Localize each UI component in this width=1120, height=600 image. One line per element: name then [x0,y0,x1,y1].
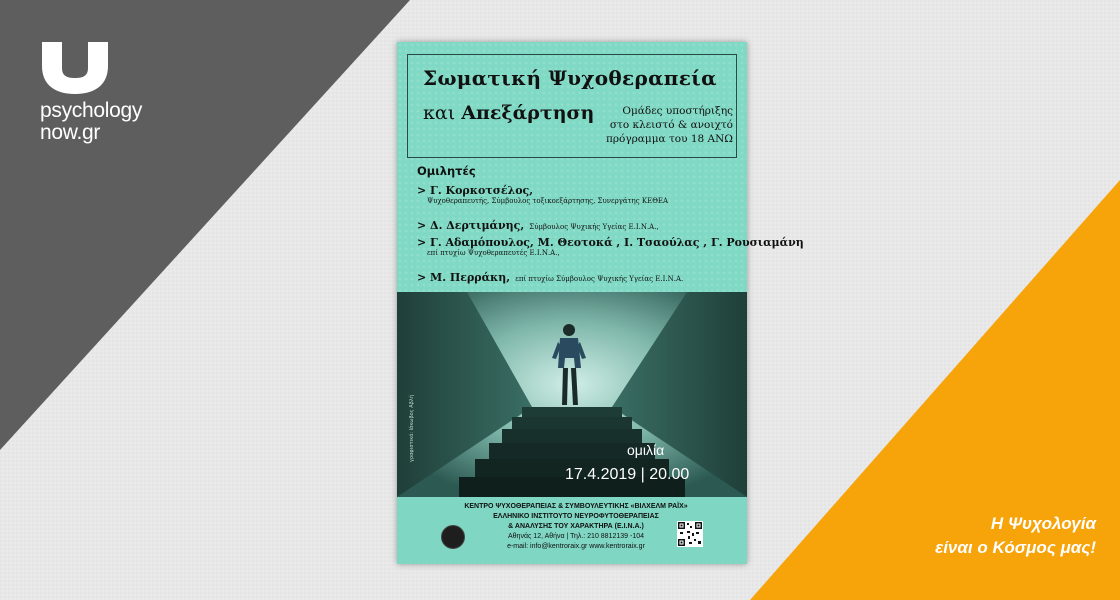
speaker-item [417,236,804,257]
speaker-name: > Μ. Περράκη, [417,271,511,284]
tagline-line2: είναι ο Κόσμος μας! [935,538,1096,557]
footer-line: ΕΛΛΗΝΙΚΟ ΙΝΣΤΙΤΟΥΤΟ ΝΕΥΡΟΦΥΤΟΘΕΡΑΠΕΙΑΣ [493,513,659,520]
speaker-name: > Γ. Αδαμόπουλος, Μ. Θεοτοκά , Ι. Τσαούλας , Γ. Ρουσιαμάνη [417,236,804,249]
footer-line: ΚΕΝΤΡΟ ΨΥΧΟΘΕΡΑΠΕΙΑΣ & ΣΥΜΒΟΥΛΕΥΤΙΚΗΣ «ΒΙΛΧΕΛΜ ΡΑΪΧ» [464,503,688,510]
speaker-role: επί πτυχίω Ψυχοθεραπευτές Ε.Ι.Ν.Α., [427,249,560,257]
speaker-role: Σύμβουλος Ψυχικής Υγείας Ε.Ι.Ν.Α., [529,223,659,231]
stair-step [512,417,632,429]
title-prefix: και [423,102,456,124]
support-groups-text [583,104,733,146]
tagline-line1: Η Ψυχολογία [990,514,1096,533]
stair-step [502,429,642,443]
support-line: Ομάδες υποστήριξης [622,105,733,117]
support-line: στο κλειστό & ανοιχτό [609,119,733,131]
event-datetime: 17.4.2019 | 20.00 [565,466,690,483]
qr-code-icon [677,521,703,547]
speaker-item [417,214,659,233]
footer-text [441,502,711,552]
speakers-heading: Ομιλητές [417,164,476,178]
vertical-credit: γραφιστικό: Ιάκωβος Αβλή [409,395,415,462]
speaker-name: > Δ. Δερτιμάνης, [417,219,525,232]
stair-step [522,407,622,417]
tagline [935,512,1096,560]
talk-label: ομιλία [627,442,665,458]
poster-title-line1: Σωματική Ψυχοθεραπεία [423,66,717,90]
support-line: πρόγραμμα του 18 ΑΝΩ [605,133,733,145]
logo-mark-icon [40,40,110,96]
speaker-name: > Γ. Κορκοτσέλος, [417,184,534,197]
speaker-item [417,266,683,285]
poster-title-line2 [423,102,594,124]
poster-footer [397,497,747,564]
logo-text-line1: psychology [40,99,143,122]
psychologynow-logo[interactable] [40,40,150,144]
speaker-item [417,184,668,205]
footer-line: & ΑΝΑΛΥΣΗΣ ΤΟΥ ΧΑΡΑΚΤΗΡΑ (Ε.Ι.Ν.Α.) [508,523,644,530]
footer-line: e-mail: info@kentroraix.gr www.kentroraix.gr [507,543,645,550]
event-poster [397,42,804,564]
speaker-role: επί πτυχίω Σύμβουλος Ψυχικής Υγείας Ε.Ι.Ν.Α. [515,275,684,283]
footer-line: Αθηνάς 12, Αθήνα | Τηλ.: 210 8812139 -104 [507,533,644,540]
logo-text-line2: now.gr [40,121,101,144]
title-main: Απεξάρτηση [461,102,595,124]
speaker-role: Ψυχοθεραπευτής, Σύμβουλος τοξικοεξάρτησης, Συνεργάτης ΚΕΘΕΑ [427,197,669,205]
logo-wordmark [40,100,150,144]
